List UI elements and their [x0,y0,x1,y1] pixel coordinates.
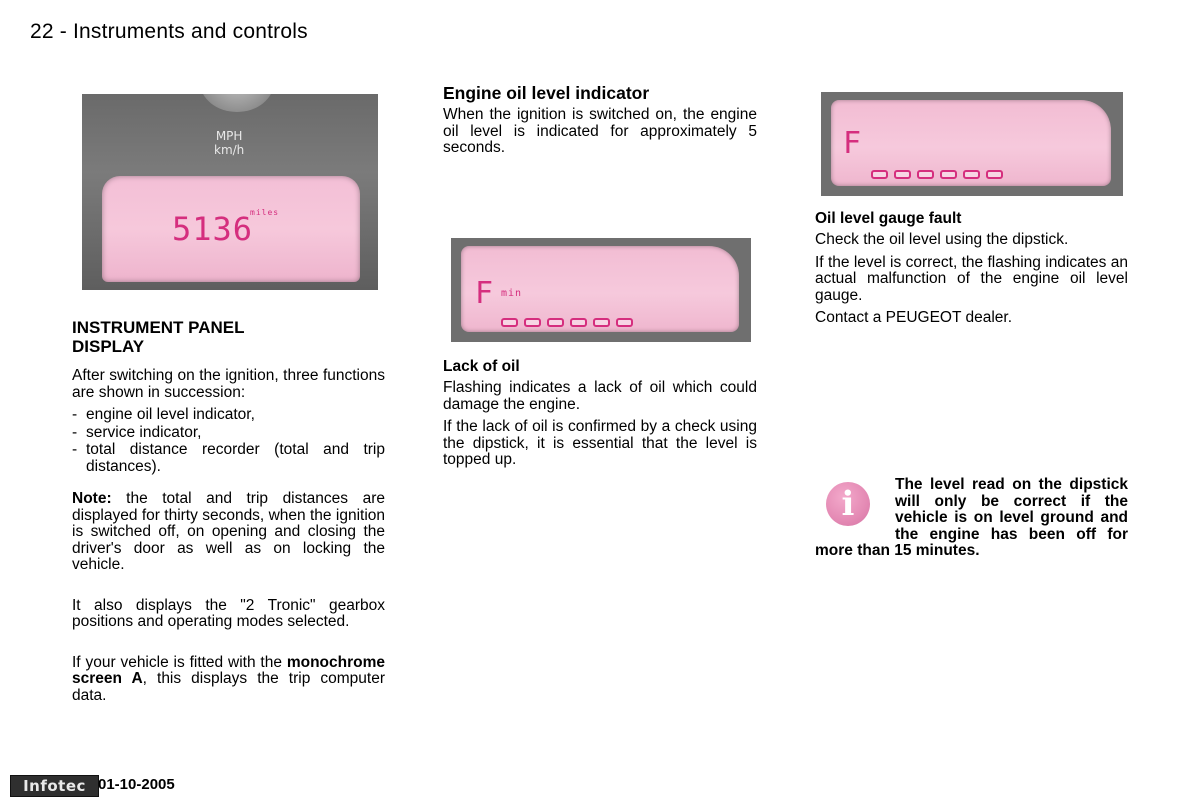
text-span: , this displays the trip computer data. [72,670,386,704]
lack-of-oil-display-image [451,238,751,342]
function-list [72,407,385,475]
subheading-lack-of-oil: Lack of oil [443,358,520,375]
heading-line: INSTRUMENT PANEL [72,318,245,337]
lcd-screen [102,176,360,282]
gauge-fault-display-image [821,92,1123,196]
note-label: Note: [72,490,112,507]
info-icon: i [826,482,870,526]
infotec-logo: Infotec [10,775,99,797]
text-span: If your vehicle is fitted with the [72,653,287,671]
speedometer-display-image [82,94,378,290]
paragraph-monochrome [72,655,385,705]
list-item: - total distance recorder (total and trip distances). [72,442,385,475]
lcd-screen [831,100,1111,186]
odometer-reading: 5136 [172,210,254,248]
paragraph-fault-2: If the level is correct, the flashing indicates an actual malfunction of the engine oil level gauge. [815,253,1128,304]
oil-segment-f: F [843,126,863,161]
oil-min-label: min [501,288,523,299]
footer-date: 01-10-2005 [98,776,175,793]
units-kmh: km/h [214,143,245,157]
section-heading-engine-oil: Engine oil level indicator [443,83,650,103]
paragraph-engine-oil-intro: When the ignition is switched on, the engine oil level is indicated for approximately 5 seconds. [443,106,757,156]
text-bold: monochrome screen A [72,653,385,687]
speed-units-label [214,129,244,157]
oil-level-bars [501,318,633,327]
note-text: the total and trip distances are displayed for thirty seconds, when the ignition is switched off, on opening and closing the driver's door as well as on locking the vehicle. [72,490,385,573]
speedometer-dial [200,94,274,112]
column-instrument-panel [72,318,385,710]
info-note-text: The level read on the dipstick will only be correct if the vehicle is on level ground and the engine has been off for more than 15 minutes. [815,476,1128,559]
lcd-screen [461,246,739,332]
column-engine-oil [443,83,757,163]
paragraph-note [72,491,385,574]
list-item: - engine oil level indicator, [72,407,385,424]
paragraph-lack-2: If the lack of oil is confirmed by a check using the dipstick, it is essential that the level is topped up. [443,418,757,468]
oil-segment-f: F [475,276,495,311]
paragraph-lack-1: Flashing indicates a lack of oil which could damage the engine. [443,379,757,413]
paragraph-fault-1: Check the oil level using the dipstick. [815,231,1069,248]
list-item: - service indicator, [72,425,385,442]
section-heading-instrument-panel [72,318,385,356]
paragraph-intro: After switching on the ignition, three functions are shown in succession: [72,367,385,401]
oil-level-bars [871,170,1003,179]
units-mph: MPH [215,129,243,143]
heading-line: DISPLAY [72,337,145,356]
paragraph-2-tronic: It also displays the "2 Tronic" gearbox positions and operating modes selected. [72,596,385,630]
column-lack-of-oil [443,358,757,475]
odometer-unit: miles [250,208,280,217]
column-gauge-fault [815,210,1128,333]
paragraph-fault-3: Contact a PEUGEOT dealer. [815,309,1013,326]
subheading-gauge-fault: Oil level gauge fault [815,210,962,227]
page-title: 22 - Instruments and controls [30,20,308,43]
